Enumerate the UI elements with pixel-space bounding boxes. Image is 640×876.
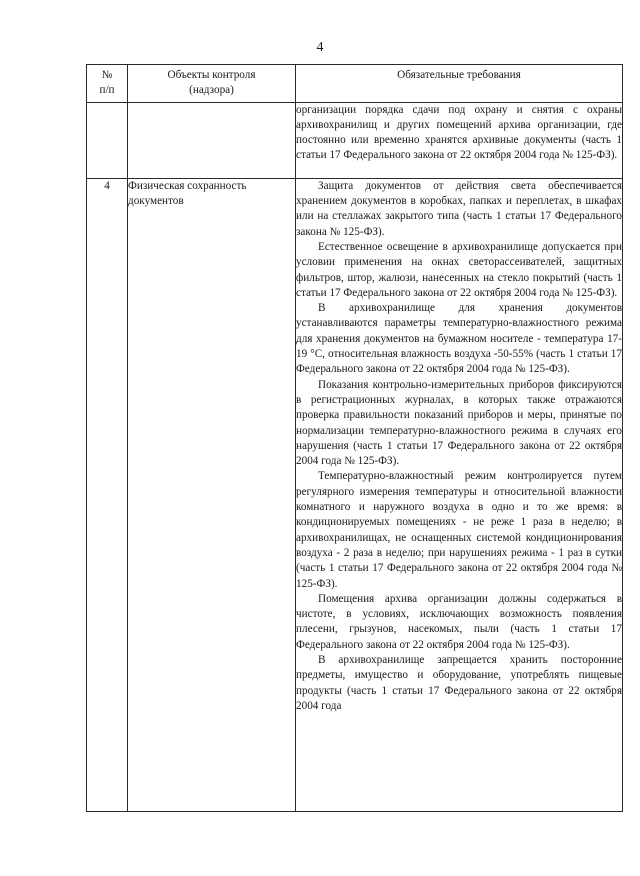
continuation-number-cell: [87, 102, 128, 178]
header-requirements: [296, 65, 623, 103]
requirement-paragraph: Защита документов от действия света обеспечивается хранением документов в коробках, папках и переплетах, в шкафах или на стеллажах закрытого типа (часть 1 статьи 17 Федерального закона № 125-ФЗ).: [296, 179, 622, 238]
page-number: 4: [316, 40, 324, 55]
requirements-table: [86, 64, 623, 812]
requirement-paragraph: Естественное освещение в архивохранилище допускается при условии применения на окнах светорассеивателей, защитных фильтров, штор, жалюзи, нанесенных на стекло покрытий (часть 1 статьи 17 Федерального закона от 22 октября 2004 года № 125-ФЗ).: [296, 240, 622, 299]
requirement-paragraph: Показания контрольно-измерительных приборов фиксируются в регистрационных журналах, в которых также отражаются проверка правильности показаний приборов и меры, принятые по нормализации температурно-влажностного режима в случаях его нарушения (часть 1 статьи 17 Федерального закона от 22 октября 2004 года № 125-ФЗ).: [296, 378, 622, 468]
table-row-4: [87, 178, 623, 811]
requirement-paragraph: В архивохранилище для хранения документов устанавливаются параметры температурно-влажностного режима для хранения документов на бумажном носителе - температура 17-19 °C, относительная влажность воздуха -50-55% (часть 1 статьи 17 Федерального закона от 22 октября 2004 года № 125-ФЗ).: [296, 302, 622, 376]
header-number: [87, 65, 128, 103]
header-number-line2: п/п: [99, 84, 115, 97]
continuation-object-cell: [128, 102, 296, 178]
header-requirements-label: Обязательные требования: [397, 69, 521, 81]
header-object-line2: (надзора): [189, 84, 234, 97]
row-number: 4: [87, 178, 128, 811]
header-object: [128, 65, 296, 103]
row-requirements: [296, 178, 623, 811]
table-header-row: [87, 65, 623, 103]
continuation-requirements-cell: [296, 102, 623, 178]
row-object: Физическая сохранность документов: [128, 178, 296, 811]
requirement-paragraph: Помещения архива организации должны содержаться в чистоте, в условиях, исключающих возможность появления плесени, грызунов, насекомых, пыли (часть 1 статьи 17 Федерального закона от 22 октября 2004 года № 125-ФЗ).: [296, 592, 622, 651]
continuation-paragraph: организации порядка сдачи под охрану и снятия с охраны архивохранилищ и других помещений архива организации, где постоянно или временно хранятся архивные документы (часть 1 статьи 17 Федерального закона от 22 октября 2004 года № 125-ФЗ).: [296, 103, 622, 162]
header-object-line1: Объекты контроля: [167, 69, 256, 81]
header-number-line1: №: [101, 69, 113, 81]
table-row-continuation: [87, 102, 623, 178]
requirement-paragraph: Температурно-влажностный режим контролируется путем регулярного измерения температуры и относительной влажности комнатного и наружного воздуха в одно и то же время: в кондиционируемых помещениях - не реже 1 раза в неделю; в архивохранилищах, не оснащенных системой кондиционирования воздуха - 2 раза в неделю; при нарушениях режима - 1 раз в сутки (часть 1 статьи 17 Федерального закона от 22 октября 2004 года № 125-ФЗ).: [296, 470, 622, 590]
requirement-paragraph: В архивохранилище запрещается хранить посторонние предметы, имущество и оборудование, употреблять пищевые продукты (часть 1 статьи 17 Федерального закона от 22 октября 2004 года: [296, 653, 622, 712]
